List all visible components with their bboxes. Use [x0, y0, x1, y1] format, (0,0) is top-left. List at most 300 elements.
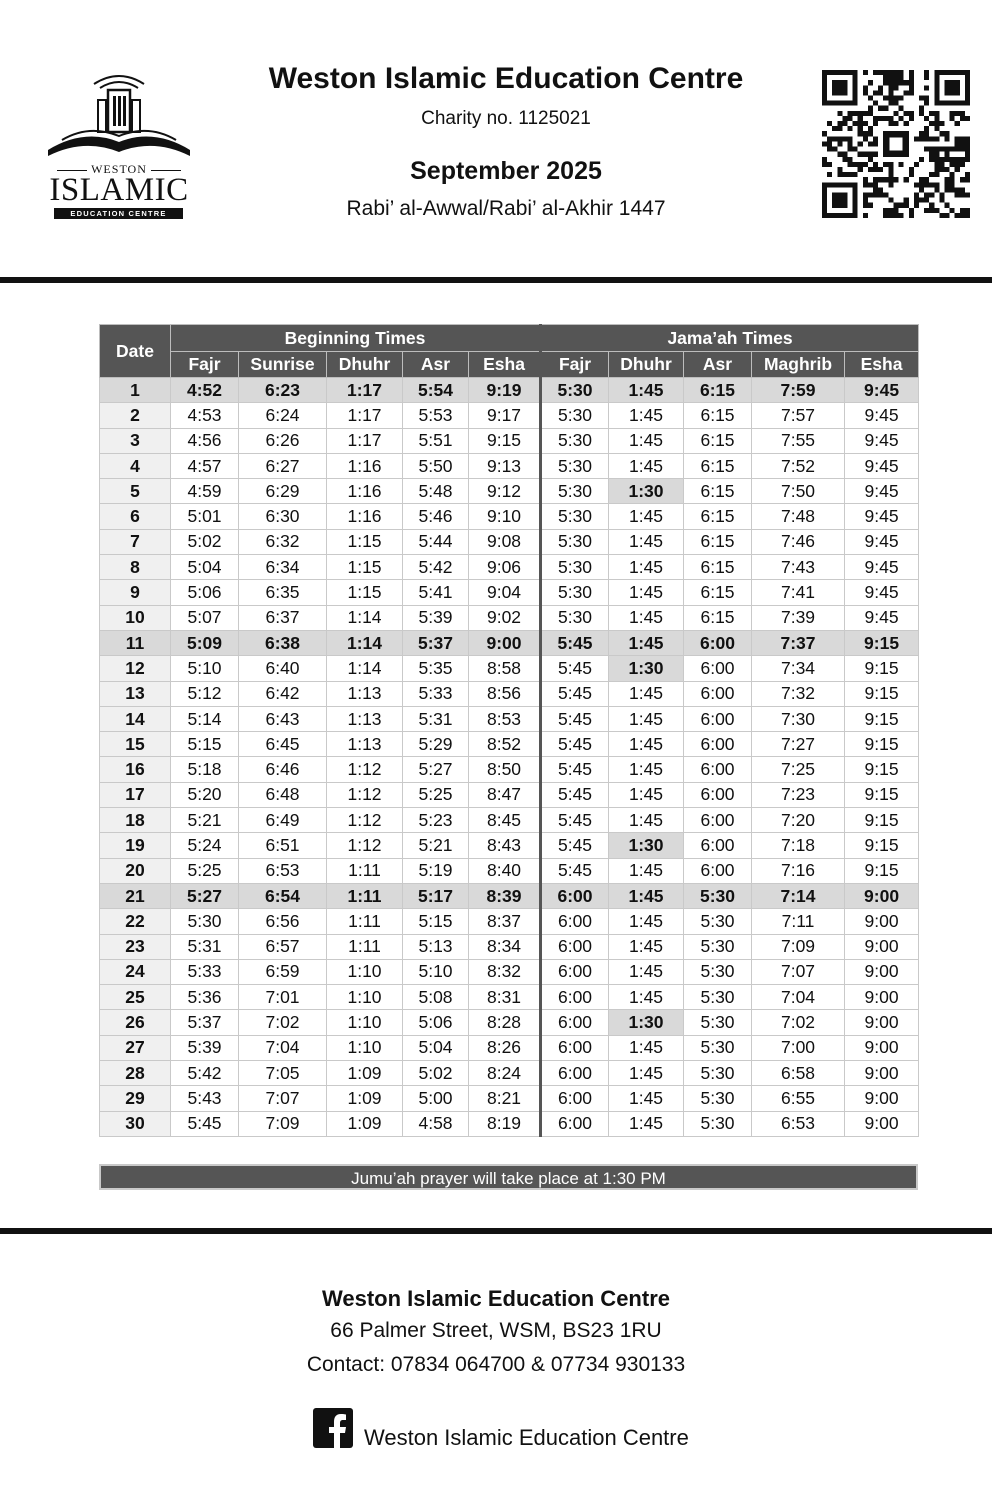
time-cell: 9:13 — [469, 453, 541, 478]
time-cell: 1:45 — [609, 757, 684, 782]
beginning-dhuhr-header: Dhuhr — [327, 352, 403, 378]
time-cell: 8:43 — [469, 833, 541, 858]
time-cell: 1:45 — [609, 580, 684, 605]
time-cell: 5:30 — [684, 959, 752, 984]
time-cell: 8:45 — [469, 808, 541, 833]
logo-education-centre-text: EDUCATION CENTRE — [54, 208, 183, 219]
time-cell: 5:12 — [171, 681, 239, 706]
time-cell: 6:00 — [541, 909, 609, 934]
time-cell: 6:55 — [752, 1086, 845, 1111]
table-row — [100, 1010, 919, 1035]
time-cell: 9:17 — [469, 403, 541, 428]
time-cell: 5:30 — [684, 934, 752, 959]
date-cell: 12 — [100, 656, 171, 681]
time-cell: 7:43 — [752, 555, 845, 580]
time-cell: 5:31 — [403, 706, 469, 731]
time-cell: 8:52 — [469, 732, 541, 757]
date-cell: 25 — [100, 985, 171, 1010]
time-cell: 1:15 — [327, 580, 403, 605]
table-row — [100, 1061, 919, 1086]
time-cell: 7:32 — [752, 681, 845, 706]
table-row — [100, 403, 919, 428]
time-cell: 1:45 — [609, 453, 684, 478]
time-cell: 5:14 — [171, 706, 239, 731]
time-cell: 5:10 — [171, 656, 239, 681]
time-cell: 5:30 — [541, 428, 609, 453]
logo-weston-text: WESTON — [44, 162, 194, 177]
time-cell: 4:57 — [171, 453, 239, 478]
time-cell: 6:00 — [684, 706, 752, 731]
time-cell: 1:45 — [609, 529, 684, 554]
time-cell: 8:31 — [469, 985, 541, 1010]
time-cell: 6:23 — [239, 378, 327, 403]
time-cell: 7:48 — [752, 504, 845, 529]
time-cell: 6:46 — [239, 757, 327, 782]
month-title: September 2025 — [410, 157, 602, 185]
time-cell: 9:00 — [845, 909, 919, 934]
time-cell: 9:15 — [845, 706, 919, 731]
time-cell: 5:30 — [541, 479, 609, 504]
time-cell: 6:26 — [239, 428, 327, 453]
time-cell: 6:00 — [541, 1111, 609, 1136]
time-cell: 9:19 — [469, 378, 541, 403]
prayer-timetable — [99, 324, 919, 1137]
time-cell: 5:06 — [403, 1010, 469, 1035]
time-cell: 8:53 — [469, 706, 541, 731]
time-cell: 7:41 — [752, 580, 845, 605]
time-cell: 5:45 — [541, 858, 609, 883]
time-cell: 9:45 — [845, 529, 919, 554]
time-cell: 1:30 — [609, 656, 684, 681]
top-divider — [0, 277, 992, 283]
table-row — [100, 378, 919, 403]
time-cell: 6:00 — [541, 985, 609, 1010]
time-cell: 9:12 — [469, 479, 541, 504]
time-cell: 6:00 — [541, 1035, 609, 1060]
time-cell: 9:15 — [845, 630, 919, 655]
time-cell: 7:14 — [752, 883, 845, 908]
time-cell: 5:01 — [171, 504, 239, 529]
time-cell: 6:30 — [239, 504, 327, 529]
time-cell: 5:39 — [403, 605, 469, 630]
time-cell: 6:59 — [239, 959, 327, 984]
time-cell: 5:21 — [403, 833, 469, 858]
time-cell: 1:45 — [609, 1061, 684, 1086]
time-cell: 5:20 — [171, 782, 239, 807]
time-cell: 8:32 — [469, 959, 541, 984]
date-cell: 10 — [100, 605, 171, 630]
time-cell: 6:15 — [684, 555, 752, 580]
time-cell: 1:10 — [327, 1035, 403, 1060]
time-cell: 6:15 — [684, 378, 752, 403]
time-cell: 1:45 — [609, 378, 684, 403]
time-cell: 5:45 — [541, 732, 609, 757]
hijri-months: Rabi’ al-Awwal/Rabi’ al-Akhir 1447 — [346, 197, 666, 220]
facebook-page-link[interactable]: Weston Islamic Education Centre — [364, 1425, 689, 1450]
time-cell: 7:27 — [752, 732, 845, 757]
time-cell: 5:24 — [171, 833, 239, 858]
time-cell: 5:30 — [684, 1086, 752, 1111]
time-cell: 6:15 — [684, 479, 752, 504]
time-cell: 1:09 — [327, 1111, 403, 1136]
time-cell: 5:45 — [541, 630, 609, 655]
time-cell: 5:30 — [684, 1061, 752, 1086]
time-cell: 5:54 — [403, 378, 469, 403]
time-cell: 5:17 — [403, 883, 469, 908]
time-cell: 6:00 — [684, 833, 752, 858]
table-row — [100, 479, 919, 504]
time-cell: 7:05 — [239, 1061, 327, 1086]
time-cell: 1:17 — [327, 428, 403, 453]
time-cell: 6:45 — [239, 732, 327, 757]
time-cell: 6:15 — [684, 529, 752, 554]
date-cell: 18 — [100, 808, 171, 833]
centre-logo — [44, 66, 194, 222]
time-cell: 6:53 — [752, 1111, 845, 1136]
time-cell: 7:30 — [752, 706, 845, 731]
time-cell: 1:14 — [327, 630, 403, 655]
time-cell: 4:59 — [171, 479, 239, 504]
time-cell: 1:12 — [327, 833, 403, 858]
time-cell: 5:30 — [541, 529, 609, 554]
time-cell: 1:11 — [327, 934, 403, 959]
time-cell: 1:45 — [609, 934, 684, 959]
time-cell: 1:45 — [609, 732, 684, 757]
time-cell: 6:27 — [239, 453, 327, 478]
time-cell: 5:36 — [171, 985, 239, 1010]
time-cell: 7:23 — [752, 782, 845, 807]
time-cell: 8:21 — [469, 1086, 541, 1111]
time-cell: 9:00 — [845, 883, 919, 908]
time-cell: 5:45 — [541, 808, 609, 833]
time-cell: 7:07 — [752, 959, 845, 984]
beginning-times-header: Beginning Times — [171, 325, 541, 352]
time-cell: 6:00 — [541, 959, 609, 984]
time-cell: 1:45 — [609, 1086, 684, 1111]
time-cell: 5:33 — [171, 959, 239, 984]
time-cell: 6:15 — [684, 453, 752, 478]
qr-code-icon[interactable] — [822, 70, 970, 218]
time-cell: 7:34 — [752, 656, 845, 681]
date-cell: 26 — [100, 1010, 171, 1035]
table-row — [100, 782, 919, 807]
time-cell: 9:15 — [845, 833, 919, 858]
time-cell: 1:17 — [327, 378, 403, 403]
time-cell: 6:48 — [239, 782, 327, 807]
time-cell: 8:39 — [469, 883, 541, 908]
date-cell: 27 — [100, 1035, 171, 1060]
time-cell: 7:20 — [752, 808, 845, 833]
time-cell: 6:00 — [541, 1086, 609, 1111]
jamaah-maghrib-header: Maghrib — [752, 352, 845, 378]
time-cell: 6:58 — [752, 1061, 845, 1086]
time-cell: 6:00 — [541, 934, 609, 959]
time-cell: 1:13 — [327, 681, 403, 706]
time-cell: 5:10 — [403, 959, 469, 984]
jamaah-times-header: Jama’ah Times — [541, 325, 919, 352]
time-cell: 6:00 — [684, 656, 752, 681]
time-cell: 9:02 — [469, 605, 541, 630]
beginning-asr-header: Asr — [403, 352, 469, 378]
date-cell: 20 — [100, 858, 171, 883]
time-cell: 1:16 — [327, 504, 403, 529]
time-cell: 4:58 — [403, 1111, 469, 1136]
time-cell: 6:15 — [684, 403, 752, 428]
time-cell: 1:09 — [327, 1061, 403, 1086]
time-cell: 1:45 — [609, 858, 684, 883]
time-cell: 9:04 — [469, 580, 541, 605]
time-cell: 5:06 — [171, 580, 239, 605]
time-cell: 5:39 — [171, 1035, 239, 1060]
facebook-icon[interactable] — [313, 1408, 353, 1448]
time-cell: 5:45 — [541, 757, 609, 782]
time-cell: 9:15 — [845, 757, 919, 782]
table-row — [100, 630, 919, 655]
time-cell: 4:52 — [171, 378, 239, 403]
time-cell: 8:26 — [469, 1035, 541, 1060]
time-cell: 8:34 — [469, 934, 541, 959]
table-row — [100, 909, 919, 934]
time-cell: 5:04 — [403, 1035, 469, 1060]
time-cell: 1:12 — [327, 808, 403, 833]
time-cell: 5:30 — [541, 378, 609, 403]
time-cell: 9:45 — [845, 555, 919, 580]
time-cell: 9:15 — [469, 428, 541, 453]
date-cell: 1 — [100, 378, 171, 403]
logo-islamic-text: ISLAMIC — [49, 172, 189, 208]
time-cell: 6:00 — [684, 757, 752, 782]
table-row — [100, 883, 919, 908]
time-cell: 5:09 — [171, 630, 239, 655]
time-cell: 1:14 — [327, 605, 403, 630]
time-cell: 6:15 — [684, 580, 752, 605]
time-cell: 5:48 — [403, 479, 469, 504]
time-cell: 5:35 — [403, 656, 469, 681]
time-cell: 5:30 — [541, 555, 609, 580]
time-cell: 9:06 — [469, 555, 541, 580]
time-cell: 5:41 — [403, 580, 469, 605]
date-cell: 3 — [100, 428, 171, 453]
facebook-f-glyph — [313, 1408, 353, 1448]
time-cell: 5:30 — [684, 883, 752, 908]
date-cell: 7 — [100, 529, 171, 554]
time-cell: 7:07 — [239, 1086, 327, 1111]
date-cell: 24 — [100, 959, 171, 984]
time-cell: 5:33 — [403, 681, 469, 706]
time-cell: 9:00 — [845, 1086, 919, 1111]
time-cell: 7:01 — [239, 985, 327, 1010]
time-cell: 6:54 — [239, 883, 327, 908]
footer-address: 66 Palmer Street, WSM, BS23 1RU — [330, 1319, 662, 1342]
time-cell: 7:00 — [752, 1035, 845, 1060]
time-cell: 6:00 — [684, 808, 752, 833]
time-cell: 1:45 — [609, 782, 684, 807]
table-row — [100, 453, 919, 478]
date-cell: 4 — [100, 453, 171, 478]
time-cell: 1:30 — [609, 479, 684, 504]
time-cell: 5:30 — [684, 1035, 752, 1060]
table-row — [100, 580, 919, 605]
time-cell: 6:00 — [541, 1010, 609, 1035]
time-cell: 6:56 — [239, 909, 327, 934]
time-cell: 9:10 — [469, 504, 541, 529]
time-cell: 8:58 — [469, 656, 541, 681]
time-cell: 9:15 — [845, 808, 919, 833]
time-cell: 5:45 — [541, 833, 609, 858]
time-cell: 7:39 — [752, 605, 845, 630]
time-cell: 6:29 — [239, 479, 327, 504]
date-cell: 14 — [100, 706, 171, 731]
time-cell: 5:37 — [171, 1010, 239, 1035]
timetable-body — [100, 378, 919, 1137]
time-cell: 5:30 — [541, 504, 609, 529]
time-cell: 7:18 — [752, 833, 845, 858]
time-cell: 5:19 — [403, 858, 469, 883]
time-cell: 7:50 — [752, 479, 845, 504]
time-cell: 5:21 — [171, 808, 239, 833]
date-cell: 29 — [100, 1086, 171, 1111]
charity-number: Charity no. 1125021 — [421, 108, 591, 129]
table-row — [100, 1035, 919, 1060]
time-cell: 1:45 — [609, 883, 684, 908]
jamaah-esha-header: Esha — [845, 352, 919, 378]
time-cell: 9:45 — [845, 378, 919, 403]
time-cell: 5:30 — [171, 909, 239, 934]
date-cell: 16 — [100, 757, 171, 782]
time-cell: 1:45 — [609, 985, 684, 1010]
time-cell: 1:13 — [327, 732, 403, 757]
time-cell: 5:30 — [684, 985, 752, 1010]
time-cell: 8:37 — [469, 909, 541, 934]
date-cell: 6 — [100, 504, 171, 529]
time-cell: 9:00 — [845, 934, 919, 959]
time-cell: 5:18 — [171, 757, 239, 782]
time-cell: 7:16 — [752, 858, 845, 883]
time-cell: 6:40 — [239, 656, 327, 681]
time-cell: 1:45 — [609, 706, 684, 731]
time-cell: 9:45 — [845, 479, 919, 504]
time-cell: 1:45 — [609, 605, 684, 630]
time-cell: 9:15 — [845, 681, 919, 706]
time-cell: 1:11 — [327, 909, 403, 934]
time-cell: 1:45 — [609, 1035, 684, 1060]
time-cell: 6:57 — [239, 934, 327, 959]
time-cell: 9:08 — [469, 529, 541, 554]
time-cell: 9:15 — [845, 656, 919, 681]
time-cell: 5:37 — [403, 630, 469, 655]
time-cell: 1:45 — [609, 808, 684, 833]
date-column-header: Date — [100, 325, 171, 378]
time-cell: 4:53 — [171, 403, 239, 428]
time-cell: 5:25 — [171, 858, 239, 883]
time-cell: 1:45 — [609, 403, 684, 428]
time-cell: 5:23 — [403, 808, 469, 833]
time-cell: 5:08 — [403, 985, 469, 1010]
time-cell: 6:00 — [541, 883, 609, 908]
time-cell: 7:11 — [752, 909, 845, 934]
time-cell: 1:11 — [327, 858, 403, 883]
table-row — [100, 934, 919, 959]
time-cell: 5:30 — [684, 1111, 752, 1136]
time-cell: 5:30 — [541, 453, 609, 478]
date-cell: 21 — [100, 883, 171, 908]
time-cell: 1:45 — [609, 1111, 684, 1136]
time-cell: 6:32 — [239, 529, 327, 554]
table-row — [100, 808, 919, 833]
time-cell: 5:51 — [403, 428, 469, 453]
time-cell: 1:16 — [327, 453, 403, 478]
time-cell: 1:15 — [327, 529, 403, 554]
time-cell: 7:02 — [752, 1010, 845, 1035]
jamaah-asr-header: Asr — [684, 352, 752, 378]
date-cell: 9 — [100, 580, 171, 605]
time-cell: 7:09 — [239, 1111, 327, 1136]
time-cell: 6:38 — [239, 630, 327, 655]
time-cell: 6:00 — [684, 681, 752, 706]
time-cell: 5:00 — [403, 1086, 469, 1111]
time-cell: 5:27 — [171, 883, 239, 908]
date-cell: 19 — [100, 833, 171, 858]
time-cell: 7:25 — [752, 757, 845, 782]
table-row — [100, 985, 919, 1010]
time-cell: 6:00 — [684, 858, 752, 883]
table-row — [100, 959, 919, 984]
time-cell: 1:09 — [327, 1086, 403, 1111]
jumuah-notice: Jumu’ah prayer will take place at 1:30 PM — [99, 1164, 918, 1190]
time-cell: 5:45 — [541, 681, 609, 706]
time-cell: 5:02 — [171, 529, 239, 554]
mosque-book-emblem — [44, 66, 194, 162]
time-cell: 6:53 — [239, 858, 327, 883]
date-cell: 23 — [100, 934, 171, 959]
time-cell: 9:15 — [845, 782, 919, 807]
time-cell: 5:45 — [171, 1111, 239, 1136]
time-cell: 1:45 — [609, 504, 684, 529]
time-cell: 5:46 — [403, 504, 469, 529]
time-cell: 6:15 — [684, 428, 752, 453]
time-cell: 1:14 — [327, 656, 403, 681]
date-cell: 11 — [100, 630, 171, 655]
time-cell: 6:49 — [239, 808, 327, 833]
time-cell: 5:15 — [171, 732, 239, 757]
time-cell: 1:45 — [609, 555, 684, 580]
time-cell: 1:11 — [327, 883, 403, 908]
centre-title: Weston Islamic Education Centre — [268, 62, 744, 95]
time-cell: 1:10 — [327, 985, 403, 1010]
time-cell: 9:45 — [845, 403, 919, 428]
date-cell: 5 — [100, 479, 171, 504]
time-cell: 5:45 — [541, 706, 609, 731]
table-row — [100, 706, 919, 731]
time-cell: 6:24 — [239, 403, 327, 428]
footer-centre-name: Weston Islamic Education Centre — [321, 1286, 670, 1311]
bottom-divider — [0, 1228, 992, 1234]
time-cell: 8:24 — [469, 1061, 541, 1086]
table-row — [100, 605, 919, 630]
time-cell: 6:35 — [239, 580, 327, 605]
time-cell: 9:45 — [845, 453, 919, 478]
time-cell: 7:37 — [752, 630, 845, 655]
time-cell: 1:10 — [327, 1010, 403, 1035]
time-cell: 5:50 — [403, 453, 469, 478]
time-cell: 7:46 — [752, 529, 845, 554]
time-cell: 5:15 — [403, 909, 469, 934]
time-cell: 6:00 — [684, 782, 752, 807]
time-cell: 5:45 — [541, 656, 609, 681]
beginning-sunrise-header: Sunrise — [239, 352, 327, 378]
time-cell: 5:31 — [171, 934, 239, 959]
time-cell: 9:00 — [845, 1010, 919, 1035]
